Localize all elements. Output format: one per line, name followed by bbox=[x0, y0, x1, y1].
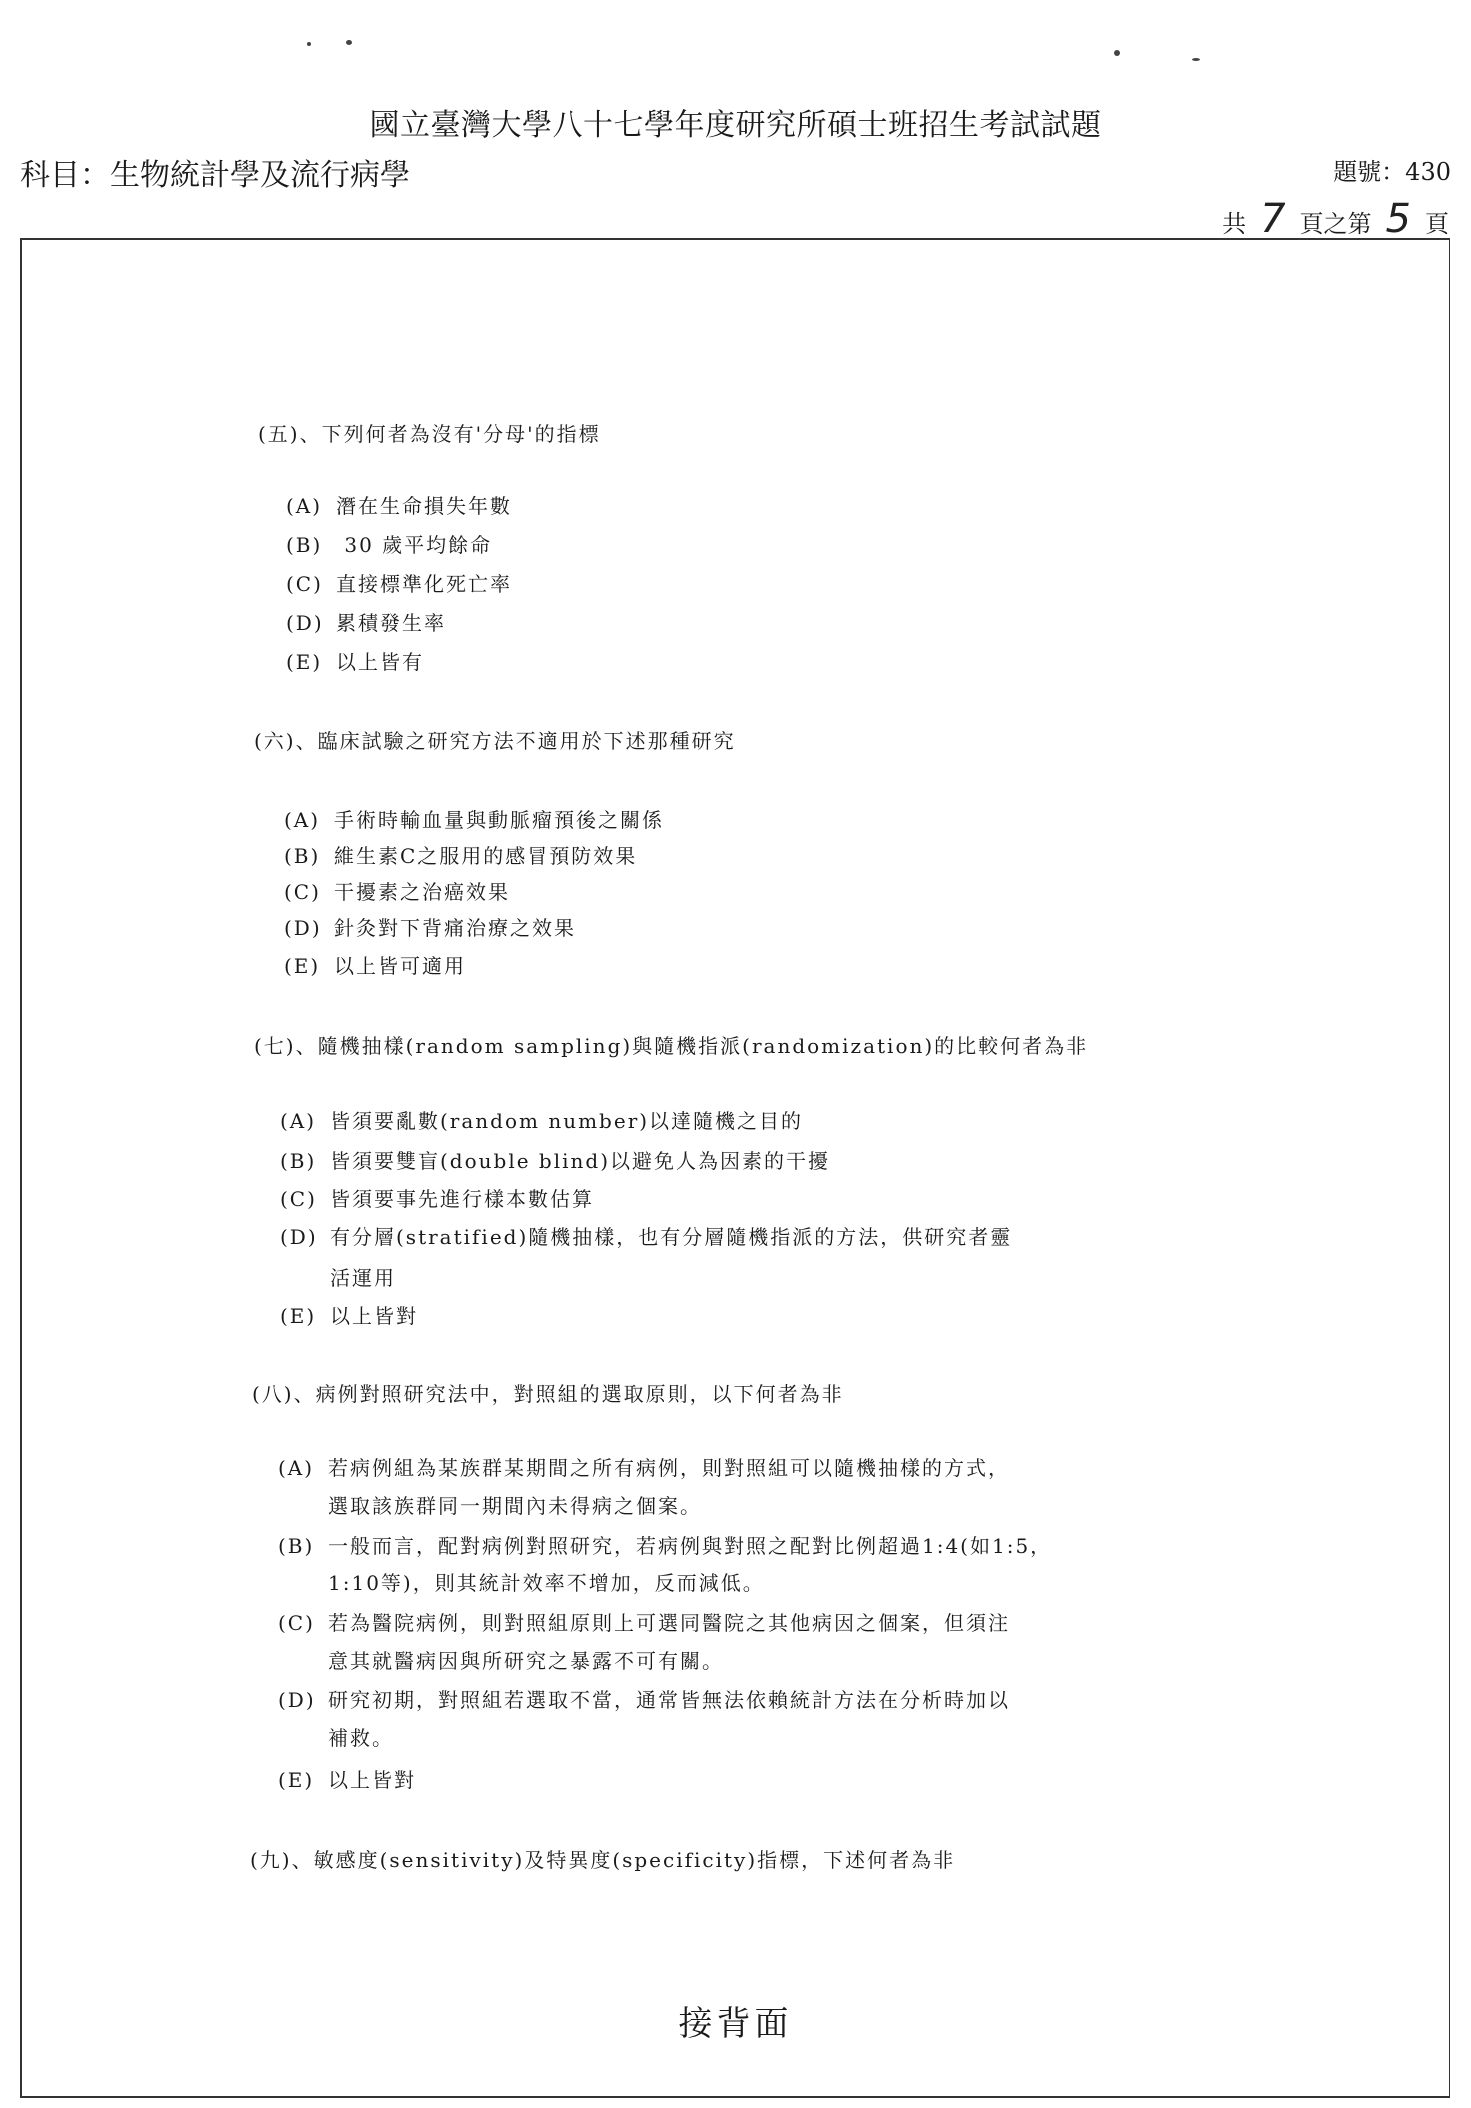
question-stem: (七)、隨機抽樣(random sampling)與隨機指派(randomization)的比較何者為非 bbox=[254, 1034, 1089, 1058]
option bbox=[280, 1145, 830, 1174]
option-label: (E) bbox=[286, 650, 323, 674]
option-text: 皆須要雙盲(double blind)以避免人為因素的干擾 bbox=[330, 1149, 831, 1173]
option bbox=[280, 1221, 1012, 1250]
option bbox=[286, 568, 512, 597]
option-text: 一般而言，配對病例對照研究，若病例與對照之配對比例超過1:4(如1:5， bbox=[328, 1534, 1053, 1558]
option-continuation: 選取該族群同一期間內未得病之個案。 bbox=[328, 1494, 702, 1518]
page-middle: 頁之第 bbox=[1299, 210, 1372, 238]
option-text: 研究初期，對照組若選取不當，通常皆無法依賴統計方法在分析時加以 bbox=[328, 1688, 1010, 1712]
option-label: (B) bbox=[278, 1534, 315, 1558]
option bbox=[284, 876, 510, 905]
option-label: (D) bbox=[286, 611, 324, 635]
option-text: 若病例組為某族群某期間之所有病例，則對照組可以隨機抽樣的方式， bbox=[328, 1456, 1010, 1480]
scan-speck bbox=[1114, 50, 1120, 56]
option-label: (A) bbox=[278, 1456, 315, 1480]
option bbox=[286, 646, 424, 675]
option-label: (A) bbox=[284, 808, 321, 832]
option-label: (E) bbox=[278, 1768, 315, 1792]
option-label: (C) bbox=[280, 1187, 317, 1211]
option-text: 以上皆對 bbox=[328, 1768, 416, 1792]
option-text: 手術時輸血量與動脈瘤預後之關係 bbox=[334, 808, 664, 832]
option bbox=[284, 912, 576, 941]
option-label: (D) bbox=[280, 1225, 318, 1249]
option-label: (C) bbox=[278, 1611, 315, 1635]
option-continuation: 補救。 bbox=[328, 1726, 394, 1750]
option-label: (B) bbox=[280, 1149, 317, 1173]
option-text: 若為醫院病例，則對照組原則上可選同醫院之其他病因之個案，但須注 bbox=[328, 1611, 1010, 1635]
option-text: 以上皆有 bbox=[336, 650, 424, 674]
option-label: (D) bbox=[284, 916, 322, 940]
scan-speck bbox=[346, 40, 352, 45]
page-suffix: 頁 bbox=[1425, 210, 1449, 238]
option bbox=[278, 1452, 1010, 1481]
question-stem: (八)、病例對照研究法中，對照組的選取原則，以下何者為非 bbox=[252, 1382, 844, 1406]
option bbox=[278, 1530, 1052, 1559]
option bbox=[284, 804, 664, 833]
option-text: 累積發生率 bbox=[336, 611, 446, 635]
option bbox=[278, 1684, 1010, 1713]
option-text: 維生素C之服用的感冒預防效果 bbox=[334, 844, 638, 868]
question-stem: (九)、敏感度(sensitivity)及特異度(specificity)指標，下述何者為非 bbox=[250, 1848, 956, 1872]
option bbox=[280, 1183, 594, 1212]
option bbox=[286, 529, 492, 558]
option bbox=[286, 607, 446, 636]
option-text: 以上皆可適用 bbox=[334, 954, 466, 978]
option-label: (E) bbox=[280, 1304, 317, 1328]
page-indicator bbox=[1222, 196, 1449, 242]
option bbox=[278, 1764, 416, 1793]
option-text: 以上皆對 bbox=[330, 1304, 418, 1328]
option bbox=[284, 950, 466, 979]
option-label: (B) bbox=[284, 844, 321, 868]
option-label: (D) bbox=[278, 1688, 316, 1712]
question-number: 題號：430 bbox=[1333, 158, 1451, 186]
option bbox=[278, 1607, 1010, 1636]
option-text: 30 歲平均餘命 bbox=[336, 533, 493, 557]
option-text: 潛在生命損失年數 bbox=[336, 494, 512, 518]
option bbox=[286, 490, 512, 519]
option-label: (C) bbox=[284, 880, 321, 904]
scan-speck bbox=[1192, 58, 1200, 61]
option-text: 皆須要事先進行樣本數估算 bbox=[330, 1187, 594, 1211]
question-stem: (五)、下列何者為沒有'分母'的指標 bbox=[258, 422, 601, 446]
option-label: (A) bbox=[286, 494, 323, 518]
page-current: 5 bbox=[1385, 196, 1411, 242]
question-stem: (六)、臨床試驗之研究方法不適用於下述那種研究 bbox=[254, 729, 736, 753]
page-total: 7 bbox=[1260, 196, 1286, 242]
scan-speck bbox=[307, 42, 311, 46]
option-continuation: 意其就醫病因與所研究之暴露不可有關。 bbox=[328, 1649, 724, 1673]
option-label: (C) bbox=[286, 572, 323, 596]
option-label: (E) bbox=[284, 954, 321, 978]
option bbox=[280, 1300, 418, 1329]
option-text: 有分層(stratified)隨機抽樣，也有分層隨機指派的方法，供研究者靈 bbox=[330, 1225, 1013, 1249]
subject-label: 科目：生物統計學及流行病學 bbox=[20, 158, 410, 193]
option-label: (A) bbox=[280, 1109, 317, 1133]
option bbox=[284, 840, 637, 869]
page-total-prefix: 共 bbox=[1222, 210, 1247, 238]
option-text: 干擾素之治癌效果 bbox=[334, 880, 510, 904]
option-text: 直接標準化死亡率 bbox=[336, 572, 512, 596]
option-continuation: 1:10等)，則其統計效率不增加，反而減低。 bbox=[328, 1571, 765, 1595]
option bbox=[280, 1105, 803, 1134]
option-text: 皆須要亂數(random number)以達隨機之目的 bbox=[330, 1109, 804, 1133]
option-text: 針灸對下背痛治療之效果 bbox=[334, 916, 576, 940]
option-label: (B) bbox=[286, 533, 323, 557]
exam-title: 國立臺灣大學八十七學年度研究所碩士班招生考試試題 bbox=[369, 108, 1102, 143]
option-continuation: 活運用 bbox=[330, 1266, 396, 1290]
continue-on-back-note: 接背面 bbox=[678, 2004, 793, 2044]
